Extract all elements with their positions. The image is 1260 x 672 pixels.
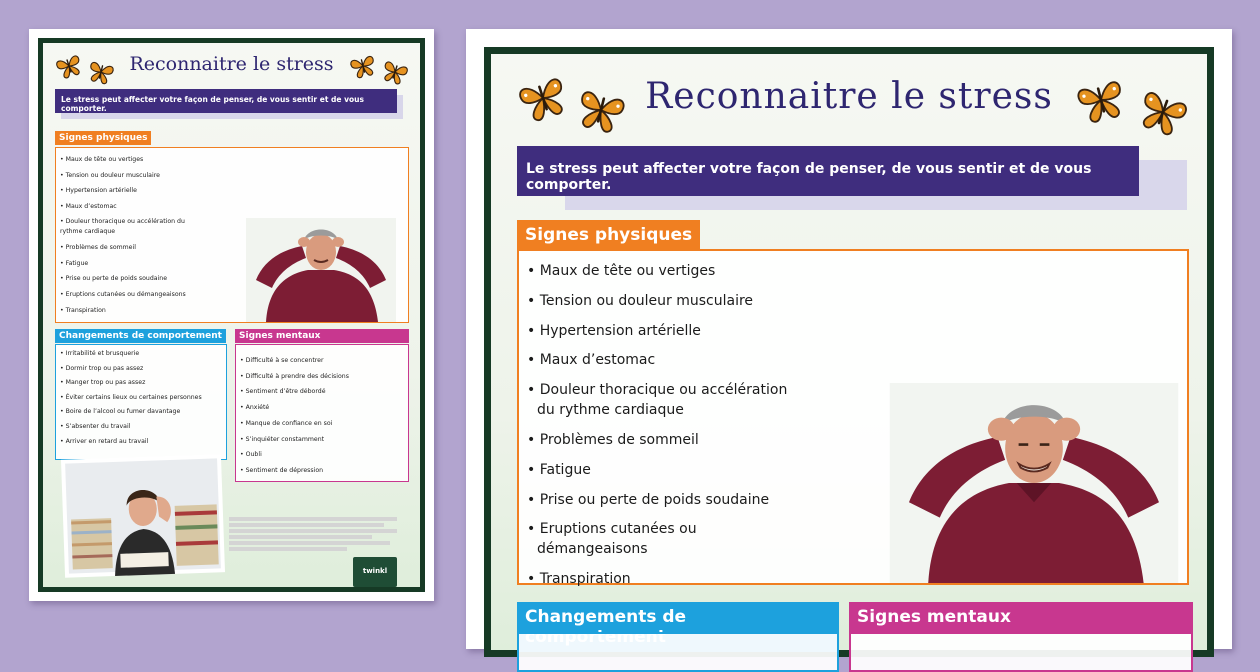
physical-signs-list bbox=[56, 148, 196, 318]
list-item: • Difficulté à se concentrer bbox=[240, 353, 408, 369]
list-item: • Douleur thoracique ou accélération du rythme cardiaque bbox=[60, 217, 196, 237]
physical-signs-heading: Signes physiques bbox=[517, 220, 700, 250]
poster-detail-frame bbox=[484, 47, 1214, 657]
list-item: • Transpiration bbox=[60, 303, 196, 319]
list-item: • Irritabilité et brusquerie bbox=[60, 347, 226, 362]
list-item: • Hypertension artérielle bbox=[527, 321, 809, 341]
list-item: • Maux de tête ou vertiges bbox=[527, 261, 809, 281]
list-item: • Dormir trop ou pas assez bbox=[60, 362, 226, 377]
list-item: • Sentiment d’être débordé bbox=[240, 384, 408, 400]
list-item: • Maux de tête ou vertiges bbox=[60, 152, 196, 168]
list-item: • Sentiment de dépression bbox=[240, 463, 408, 479]
list-item: • Difficulté à prendre des décisions bbox=[240, 369, 408, 385]
list-item: • Anxiété bbox=[240, 400, 408, 416]
stressed-man-image bbox=[889, 383, 1179, 583]
list-item: • Prise ou perte de poids soudaine bbox=[60, 271, 196, 287]
stressed-woman-image bbox=[61, 454, 225, 578]
behavior-changes-box bbox=[517, 632, 839, 672]
list-item: • Problèmes de sommeil bbox=[60, 240, 196, 256]
poster-subtitle-banner: Le stress peut affecter votre façon de penser, de vous sentir et de vous comporter. bbox=[517, 146, 1139, 196]
mental-signs-box bbox=[235, 344, 409, 482]
list-item: • Douleur thoracique ou accélération du rythme cardiaque bbox=[527, 380, 809, 420]
list-item: • Tension ou douleur musculaire bbox=[527, 291, 809, 311]
list-item: • S’inquiéter constamment bbox=[240, 432, 408, 448]
physical-signs-box bbox=[517, 249, 1189, 588]
behavior-changes-heading: Changements de comportement bbox=[55, 329, 226, 343]
list-item: • Manque de confiance en soi bbox=[240, 416, 408, 432]
behavior-changes-heading: Changements de bbox=[517, 602, 839, 652]
poster-detail bbox=[466, 29, 1232, 649]
list-item: • S’absenter du travail bbox=[60, 420, 226, 435]
list-item: • Oubli bbox=[240, 447, 408, 463]
poster-thumbnail-frame bbox=[38, 38, 425, 592]
poster-subtitle-banner: Le stress peut affecter votre façon de penser, de vous sentir et de vous comporter. bbox=[55, 89, 397, 113]
mental-signs-list bbox=[236, 345, 408, 479]
butterfly-icon bbox=[1137, 88, 1189, 136]
physical-signs-list bbox=[519, 251, 809, 589]
list-item: • Fatigue bbox=[527, 460, 809, 480]
list-item: • Eruptions cutanées ou démangeaisons bbox=[527, 519, 809, 559]
poster-title: Reconnaitre le stress bbox=[129, 53, 334, 75]
poster-thumbnail bbox=[29, 29, 434, 601]
list-item: • Maux d’estomac bbox=[60, 199, 196, 215]
list-item: • Tension ou douleur musculaire bbox=[60, 168, 196, 184]
list-item: • Boire de l’alcool ou fumer davantage bbox=[60, 405, 226, 420]
physical-signs-box bbox=[55, 147, 409, 323]
behavior-changes-box bbox=[55, 344, 227, 460]
fine-print bbox=[229, 517, 397, 553]
butterfly-icon bbox=[349, 53, 377, 79]
list-item: • Transpiration bbox=[527, 569, 809, 589]
brand-logo: twinkl bbox=[353, 557, 397, 587]
mental-signs-heading: Signes mentaux bbox=[849, 602, 1193, 632]
mental-signs-heading: Signes mentaux bbox=[235, 329, 409, 343]
poster-title: Reconnaitre le stress bbox=[645, 76, 1053, 117]
list-item: • Prise ou perte de poids soudaine bbox=[527, 490, 809, 510]
list-item: • Arriver en retard au travail bbox=[60, 435, 226, 450]
physical-signs-heading: Signes physiques bbox=[55, 131, 151, 145]
list-item: • Eruptions cutanées ou démangeaisons bbox=[60, 287, 196, 303]
list-item: • Hypertension artérielle bbox=[60, 183, 196, 199]
list-item: • Maux d’estomac bbox=[527, 350, 809, 370]
list-item: • Fatigue bbox=[60, 256, 196, 272]
stressed-man-image bbox=[246, 218, 396, 322]
list-item: • Éviter certains lieux ou certaines personnes bbox=[60, 391, 226, 406]
mental-signs-box bbox=[849, 632, 1193, 672]
list-item: • Problèmes de sommeil bbox=[527, 430, 809, 450]
behavior-changes-list bbox=[56, 345, 226, 449]
butterfly-icon bbox=[1075, 76, 1127, 124]
butterfly-icon bbox=[381, 59, 409, 85]
list-item: • Manger trop ou pas assez bbox=[60, 376, 226, 391]
